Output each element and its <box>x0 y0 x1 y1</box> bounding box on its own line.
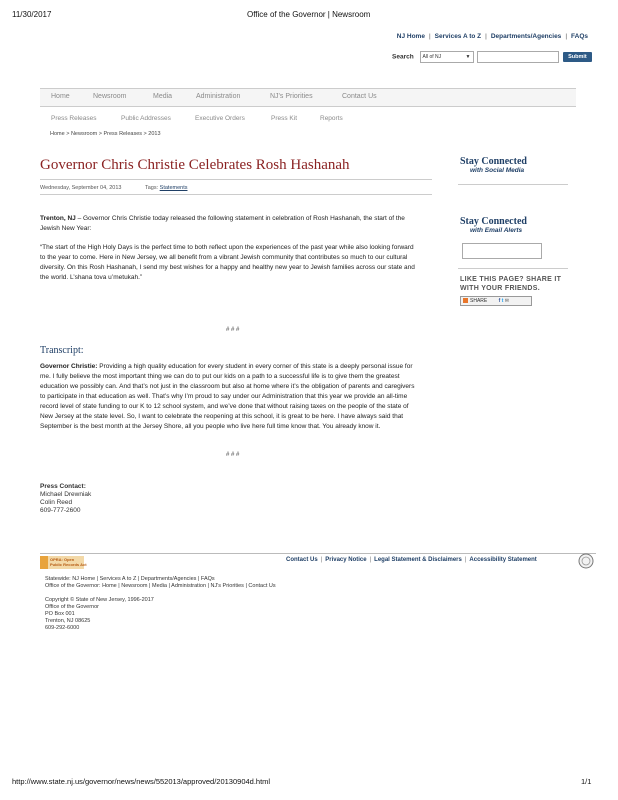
breadcrumb: Home > Newsroom > Press Releases > 2013 <box>50 131 161 137</box>
footer-links: Contact Us | Privacy Notice | Legal Statement & Disclaimers | Accessibility Statement <box>286 557 537 563</box>
dateline-divider <box>40 194 432 195</box>
footer-statewide-links[interactable]: Statewide: NJ Home | Services A to Z | Departments/Agencies | FAQs <box>45 576 215 582</box>
page-title: Governor Chris Christie Celebrates Rosh Hashanah <box>40 157 350 173</box>
footer-link-privacy[interactable]: Privacy Notice <box>325 557 367 563</box>
lead-text: – Governor Chris Christie today released the following statement in celebration of Rosh Hashanah, the start of the Jewish New Year: <box>40 215 405 232</box>
share-icon <box>463 298 468 303</box>
state-seal-icon <box>578 553 594 569</box>
footer-link-contact[interactable]: Contact Us <box>286 557 318 563</box>
footer-link-legal[interactable]: Legal Statement & Disclaimers <box>374 557 462 563</box>
sidebar-divider-2 <box>458 268 568 269</box>
print-url: http://www.state.nj.us/governor/news/news/552013/approved/20130904d.html <box>12 777 271 786</box>
article-quote: “The start of the High Holy Days is the perfect time to both reflect upon the experiences of the past year while also looking forward to the year to come. Here in New Jersey, we all benefit from a vibrant Jewish community that contributes so much to our cultural diversity. On this Rosh Hashanah, I send my best wishes for a happy and healthy new year to Jewish families across our state and the world. L’shana tova u’metukah.” <box>40 244 415 281</box>
subnav-press-releases[interactable]: Press Releases <box>51 115 97 122</box>
twitter-icon: t <box>501 298 504 304</box>
footer-link-accessibility[interactable]: Accessibility Statement <box>469 557 537 563</box>
press-contact-name: Colin Reed <box>40 499 73 506</box>
search-submit-button[interactable]: Submit <box>563 52 592 62</box>
nav-media[interactable]: Media <box>153 93 173 100</box>
stay-connected-social-heading: Stay Connected <box>460 156 527 167</box>
share-button[interactable]: SHARE f t ✉ <box>460 296 532 306</box>
sidebar-divider <box>458 184 568 185</box>
article-lead <box>40 214 420 234</box>
title-divider <box>40 179 432 180</box>
article-dateline <box>40 185 187 191</box>
top-link-departments[interactable]: Departments/Agencies <box>490 33 562 40</box>
search-input[interactable] <box>477 51 559 63</box>
top-link-services[interactable]: Services A to Z <box>434 33 482 40</box>
article-date: Wednesday, September 04, 2013 <box>40 185 122 191</box>
facebook-icon: f <box>498 298 501 304</box>
subnav-executive-orders[interactable]: Executive Orders <box>195 115 245 122</box>
lead-location: Trenton, NJ <box>40 215 76 222</box>
print-page-title: Office of the Governor | Newsroom <box>247 10 371 19</box>
top-link-faqs[interactable]: FAQs <box>571 33 588 40</box>
top-link-nj-home[interactable]: NJ Home <box>396 33 425 40</box>
opra-logo-text: OPRA: Open Public Records Act <box>50 557 87 567</box>
transcript-speaker: Governor Christie: <box>40 363 98 370</box>
email-alerts-subheading: with Email Alerts <box>470 227 523 234</box>
email-alert-input[interactable] <box>462 243 542 259</box>
subnav-public-addresses[interactable]: Public Addresses <box>121 115 171 122</box>
footer-divider <box>40 553 596 554</box>
search-scope-select[interactable]: All of NJ ▼ <box>420 51 474 63</box>
subnav-reports[interactable]: Reports <box>320 115 343 122</box>
footer-copyright: Copyright © State of New Jersey, 1996-2017 Office of the Governor PO Box 001 Trenton, NJ 08625 609-292-6000 <box>45 597 154 631</box>
search-label: Search <box>392 53 414 61</box>
social-media-subheading: with Social Media <box>470 167 525 174</box>
share-prompt: LIKE THIS PAGE? SHARE IT WITH YOUR FRIENDS. <box>460 276 562 292</box>
nav-contact[interactable]: Contact Us <box>342 93 377 100</box>
nav-newsroom[interactable]: Newsroom <box>93 93 127 100</box>
top-links: NJ Home | Services A to Z | Departments/Agencies | FAQs <box>396 33 588 40</box>
subnav-press-kit[interactable]: Press Kit <box>271 115 298 122</box>
transcript-text: Providing a high quality education for every student in every corner of this state is a deeply personal issue for me. I fully believe the most important thing we can do to put our kids on a path to a successful life is to give them the greatest education we possibly can. And that’s not just in the classroom but also at home where it’s the obligation of parents and caregivers to participate in that education as well. That’s why I’m proud to say under our Administration that this year we provide an all-time record level of state funding to our K to 12 school system, and we’ve done that without raising taxes on the people of the state of New Jersey at the state level. So, I want to celebrate the reopening at this school, it is great to be here. I have always said that September is the best month at the Jersey Shore, all you people who live here full time know that. You already know it. <box>40 363 415 430</box>
nav-home[interactable]: Home <box>51 93 70 100</box>
transcript-body <box>40 362 420 432</box>
stay-connected-email-heading: Stay Connected <box>460 216 527 227</box>
press-contact-label: Press Contact: <box>40 483 86 490</box>
tag-link[interactable]: Statements <box>159 185 188 191</box>
print-page-number: 1/1 <box>581 777 592 786</box>
tags-label: Tags: <box>144 185 159 191</box>
separator: # # # <box>226 327 240 333</box>
separator-2: # # # <box>226 452 240 458</box>
main-nav <box>40 88 576 107</box>
nav-administration[interactable]: Administration <box>196 93 241 100</box>
transcript-heading: Transcript: <box>40 345 84 356</box>
press-contact-phone: 609-777-2600 <box>40 507 81 514</box>
footer-office-links[interactable]: Office of the Governor: Home | Newsroom | Media | Administration | NJ's Priorities | Contact Us <box>45 583 276 589</box>
email-icon: ✉ <box>504 298 509 304</box>
print-date: 11/30/2017 <box>12 10 52 19</box>
nav-priorities[interactable]: NJ's Priorities <box>270 93 313 100</box>
search-bar <box>392 51 592 63</box>
press-contact-name: Michael Drewniak <box>40 491 92 498</box>
chevron-down-icon: ▼ <box>465 54 471 60</box>
press-contact <box>40 483 91 515</box>
